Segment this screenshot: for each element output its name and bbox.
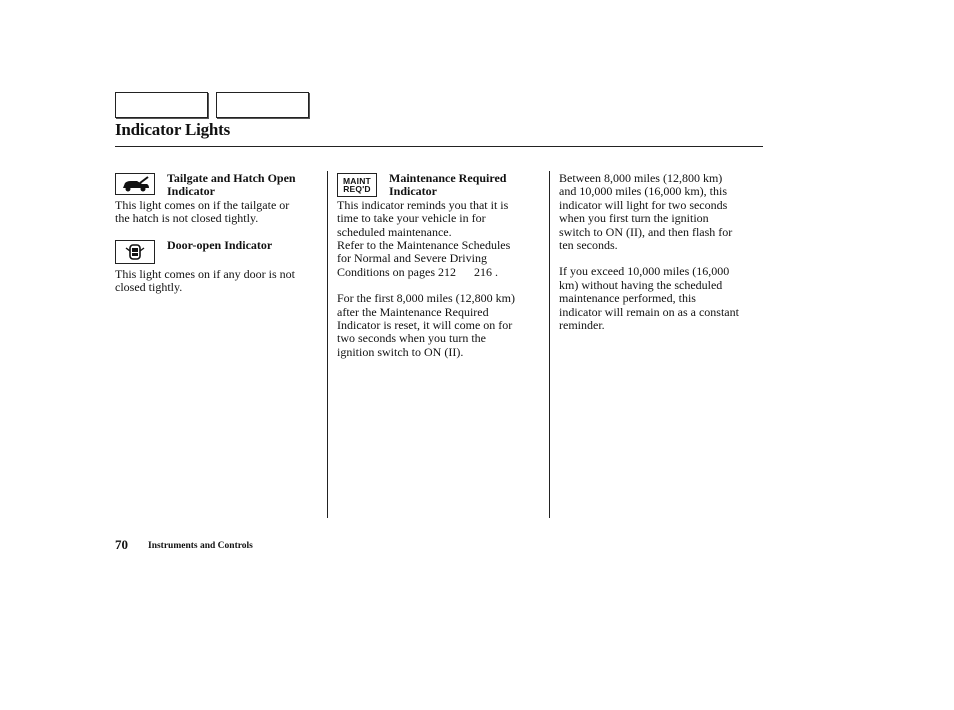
right-column <box>559 172 764 332</box>
body-line: maintenance performed, this <box>559 291 696 306</box>
tailgate-section-header <box>115 172 320 199</box>
body-line: ten seconds. <box>559 238 618 253</box>
column-divider-2 <box>549 171 550 518</box>
body-line: For the first 8,000 miles (12,800 km) <box>337 291 515 306</box>
body-line: scheduled maintenance. <box>337 224 452 239</box>
page-title: Indicator Lights <box>115 120 231 139</box>
body-line: reminder. <box>559 318 605 333</box>
body-line: and 10,000 miles (16,000 km), this <box>559 184 727 199</box>
door-open-icon <box>115 240 155 264</box>
body-line: Indicator is reset, it will come on for <box>337 318 513 333</box>
left-column <box>115 172 320 294</box>
body-line: closed tightly. <box>115 280 183 295</box>
column-divider-1 <box>327 171 328 518</box>
tailgate-heading-line: Indicator <box>167 184 215 199</box>
tailgate-heading <box>167 172 296 199</box>
page-number: 70 <box>115 537 128 552</box>
maint-icon-text: REQ'D <box>343 184 371 194</box>
body-line: km) without having the scheduled <box>559 277 723 292</box>
maint-section-header <box>337 172 542 199</box>
tailgate-heading-line: Tailgate and Hatch Open <box>167 171 296 185</box>
body-line: Refer to the Maintenance Schedules <box>337 238 511 253</box>
body-line: This indicator reminds you that it is <box>337 197 509 212</box>
maint-icon-text: MAINT <box>343 175 371 186</box>
body-line: This light comes on if the tailgate or <box>115 197 290 212</box>
body-line: indicator will light for two seconds <box>559 197 728 212</box>
header-tab-box-2 <box>216 92 309 118</box>
body-line: time to take your vehicle in for <box>337 211 486 226</box>
footer-section-title: Instruments and Controls <box>148 541 253 551</box>
body-line: ignition switch to ON (II). <box>337 344 464 359</box>
maint-heading-line: Maintenance Required <box>389 171 507 185</box>
tailgate-body <box>115 199 320 226</box>
body-line: Conditions on pages 212 216 . <box>337 264 498 279</box>
door-heading: Door-open Indicator <box>167 237 273 252</box>
maint-body-1 <box>337 199 542 279</box>
body-line: the hatch is not closed tightly. <box>115 211 259 226</box>
body-line: If you exceed 10,000 miles (16,000 <box>559 264 730 279</box>
body-line: for Normal and Severe Driving <box>337 251 487 266</box>
body-line: switch to ON (II), and then flash for <box>559 224 733 239</box>
body-line: Between 8,000 miles (12,800 km) <box>559 171 723 185</box>
maint-heading <box>389 172 506 199</box>
right-body-1 <box>559 172 764 252</box>
header-tab-box-1 <box>115 92 208 118</box>
tailgate-hatch-open-icon <box>115 173 155 195</box>
body-line: when you first turn the ignition <box>559 211 709 226</box>
maint-reqd-icon <box>337 173 377 197</box>
body-line: This light comes on if any door is not <box>115 266 295 281</box>
body-line: two seconds when you turn the <box>337 331 486 346</box>
title-rule <box>115 146 763 147</box>
door-section-header <box>115 239 320 264</box>
middle-column <box>337 172 542 359</box>
right-body-2 <box>559 265 764 332</box>
body-line: indicator will remain on as a constant <box>559 304 739 319</box>
maint-body-2 <box>337 292 542 359</box>
body-line: after the Maintenance Required <box>337 304 489 319</box>
maint-heading-line: Indicator <box>389 184 437 199</box>
door-body <box>115 268 320 295</box>
